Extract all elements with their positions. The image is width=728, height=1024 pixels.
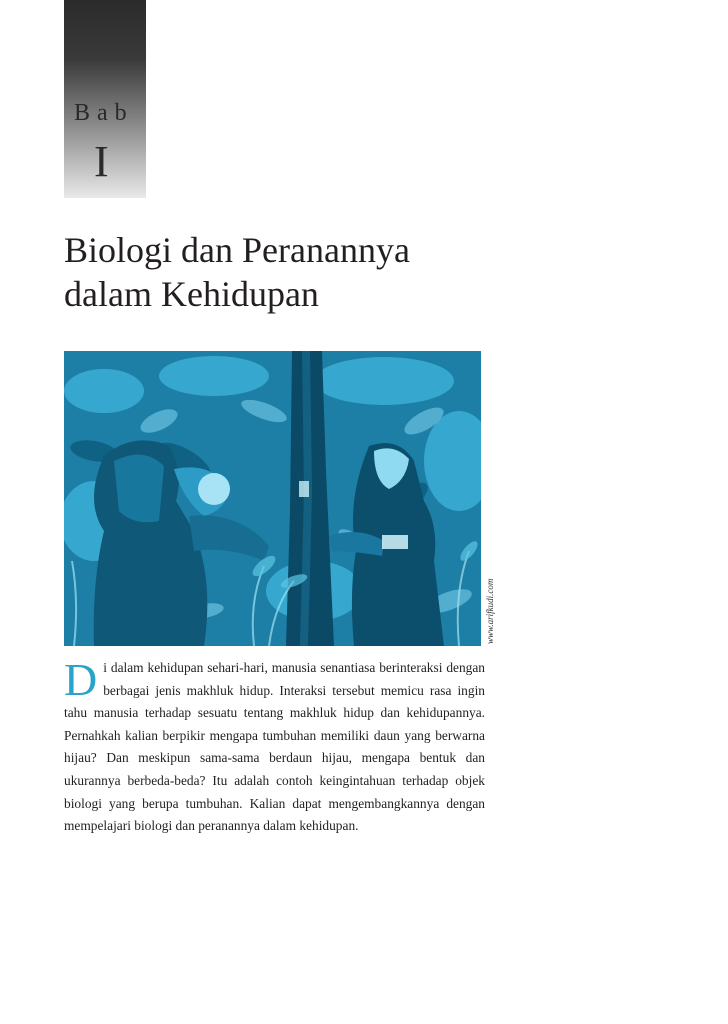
intro-text: i dalam kehidupan sehari-hari, manusia senantiasa berinteraksi dengan berbagai jenis makhluk hidup. Interaksi tersebut memicu rasa ingin tahu manusia terhadap sesuatu tentang makhluk hidup dan kehidupannya. Pernahkah kalian berpikir mengapa tumbuhan memiliki daun yang berwarna hijau? Dan meskipun sama-sama berdaun hijau, mengapa bentuk dan ukurannya berbeda-beda? Itu adalah contoh keingintahuan terhadap objek biologi yang berupa tumbuhan. Kalian dapat mengembangkannya dengan mempelajari biologi dan peranannya dalam kehidupan. [64, 660, 485, 834]
photo-credit-container [485, 560, 497, 644]
chapter-title [64, 228, 624, 316]
chapter-title-line-1: Biologi dan Peranannya [64, 230, 410, 270]
chapter-photo [64, 351, 481, 646]
forest-researchers-photo [64, 351, 481, 646]
chapter-label: Bab [74, 100, 134, 126]
intro-paragraph [64, 654, 485, 838]
drop-cap: D [64, 654, 98, 705]
chapter-title-line-2: dalam Kehidupan [64, 274, 319, 314]
chapter-number: I [94, 137, 109, 186]
photo-credit: www.arifkudi.com [485, 578, 495, 644]
